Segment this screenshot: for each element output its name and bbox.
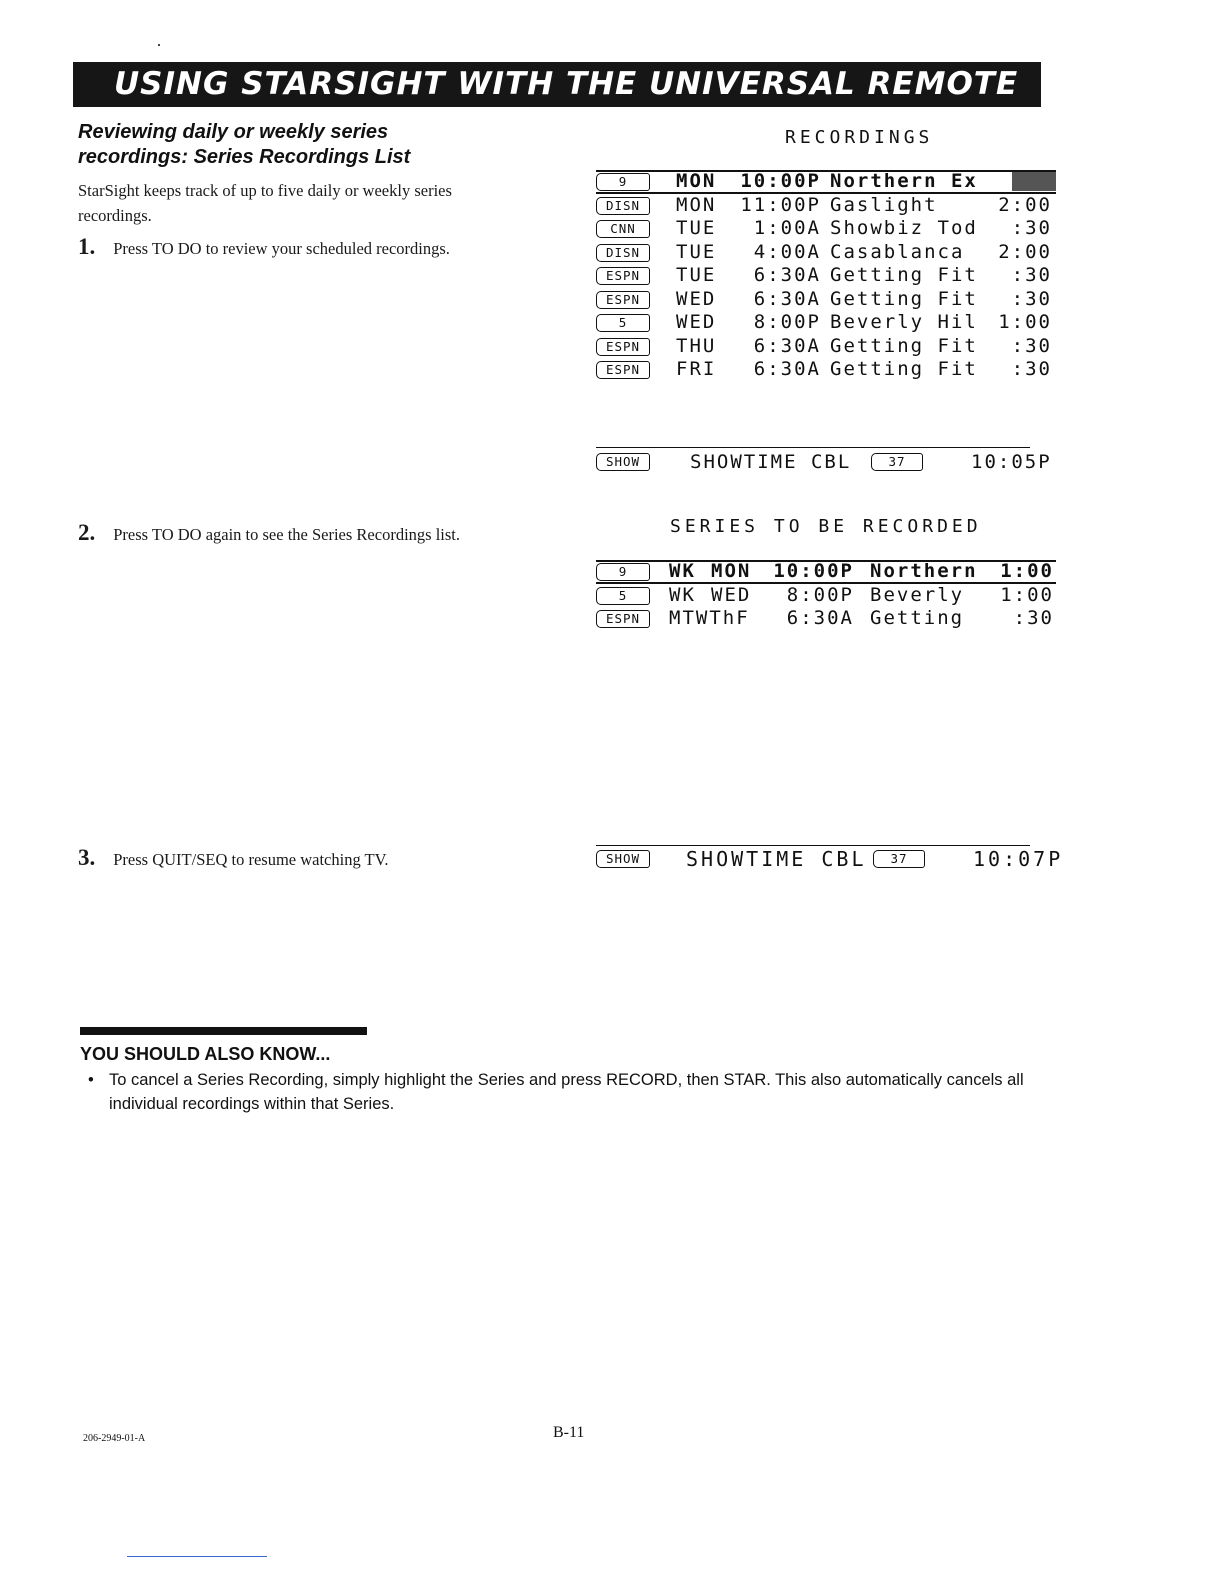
step-text: Press QUIT/SEQ to resume watching TV. [113, 850, 389, 869]
recording-row [596, 311, 1056, 335]
section-heading [78, 120, 558, 170]
duration-cell: :30 [1011, 217, 1052, 239]
step-number: 1. [78, 234, 96, 259]
time-cell: 10:00P [740, 170, 821, 192]
footer-line [127, 1556, 267, 1557]
duration-cell: :30 [1011, 264, 1052, 286]
time-cell: 6:30A [753, 264, 821, 286]
clock-time: 10:05P [971, 451, 1052, 473]
series-row [596, 584, 1056, 608]
know-divider-bar [80, 1027, 367, 1035]
duration-cell: 1:00 [998, 311, 1052, 333]
status-bar [596, 449, 1052, 475]
day-cell: TUE [676, 240, 717, 263]
day-cell: MON [676, 193, 717, 216]
step-text: Press TO DO to review your scheduled recordings. [113, 239, 450, 258]
page-title: USING STARSIGHT WITH THE UNIVERSAL REMOTE [114, 66, 1019, 102]
step-2 [78, 520, 460, 546]
time-cell: 8:00P [786, 583, 854, 606]
step-number: 3. [78, 845, 96, 870]
recording-row [596, 217, 1056, 241]
time-cell: 4:00A [753, 240, 821, 263]
clock-time: 10:07P [973, 847, 1064, 871]
channel-badge: 5 [596, 587, 650, 605]
recording-row [596, 264, 1056, 288]
section-heading-line-2: recordings: Series Recordings List [78, 146, 411, 168]
recordings-list [596, 170, 1056, 382]
duration-cell: 2:00 [998, 193, 1052, 216]
program-cell: Getting [870, 607, 965, 629]
program-cell: Showbiz Tod [830, 217, 978, 239]
step-1 [78, 234, 450, 260]
duration-cell: 1:00 [1000, 560, 1054, 582]
know-text: To cancel a Series Recording, simply highlight the Series and press RECORD, then STAR. This also automatically cancels all individual recordings within that Series. [109, 1071, 1024, 1113]
status-bar-rule [596, 447, 1030, 448]
program-cell: Gaslight [830, 193, 938, 216]
highlight-cursor-block [1012, 172, 1056, 191]
time-cell: 10:00P [773, 560, 854, 582]
time-cell: 6:30A [786, 607, 854, 629]
time-cell: 6:30A [753, 358, 821, 380]
channel-number-badge: 37 [871, 453, 923, 471]
frequency-cell: WK [669, 560, 696, 582]
channel-badge: ESPN [596, 291, 650, 309]
duration-cell: :30 [1011, 287, 1052, 310]
program-cell: Getting Fit [830, 334, 978, 357]
section-heading-line-1: Reviewing daily or weekly series [78, 121, 389, 143]
program-cell: Beverly Hil [830, 311, 978, 333]
program-cell: Northern [870, 560, 978, 582]
channel-badge: SHOW [596, 850, 650, 868]
series-row [596, 560, 1056, 584]
channel-badge: 5 [596, 314, 650, 332]
status-bar [596, 846, 1066, 872]
recording-row [596, 194, 1056, 218]
channel-badge: 9 [596, 563, 650, 581]
program-cell: Beverly [870, 583, 965, 606]
channel-badge: 9 [596, 173, 650, 191]
program-cell: Getting Fit [830, 264, 978, 286]
day-cell: WED [676, 311, 717, 333]
duration-cell: :30 [1011, 334, 1052, 357]
days-cell: MON [711, 560, 752, 582]
recording-row [596, 358, 1056, 382]
channel-badge: CNN [596, 220, 650, 238]
station-name: SHOWTIME CBL [686, 847, 867, 871]
series-row [596, 607, 1056, 631]
duration-cell: :30 [1011, 358, 1052, 380]
intro-paragraph: StarSight keeps track of up to five daily or weekly series recordings. [78, 181, 452, 225]
day-cell: MON [676, 170, 717, 192]
channel-badge: DISN [596, 244, 650, 262]
days-cell: WED [711, 583, 752, 606]
channel-badge: ESPN [596, 338, 650, 356]
channel-badge: DISN [596, 197, 650, 215]
series-list [596, 560, 1056, 631]
time-cell: 6:30A [753, 287, 821, 310]
step-number: 2. [78, 520, 96, 545]
duration-cell: 2:00 [998, 240, 1052, 263]
know-heading: YOU SHOULD ALSO KNOW... [80, 1044, 331, 1064]
page-number: B-11 [553, 1424, 585, 1441]
day-cell: THU [676, 334, 717, 357]
stray-dot [158, 44, 160, 46]
program-cell: Northern Ex [830, 170, 978, 192]
recording-row [596, 241, 1056, 265]
days-cell: MTWThF [669, 607, 750, 629]
recordings-screen-title: RECORDINGS [785, 127, 934, 148]
know-note [88, 1068, 1078, 1116]
time-cell: 6:30A [753, 334, 821, 357]
time-cell: 11:00P [740, 193, 821, 216]
day-cell: TUE [676, 264, 717, 286]
program-cell: Getting Fit [830, 287, 978, 310]
day-cell: WED [676, 287, 717, 310]
recording-row [596, 288, 1056, 312]
day-cell: TUE [676, 217, 717, 239]
channel-badge: ESPN [596, 267, 650, 285]
program-cell: Casablanca [830, 240, 965, 263]
bullet-icon: • [88, 1071, 94, 1089]
frequency-cell: WK [669, 583, 696, 606]
channel-badge: ESPN [596, 361, 650, 379]
document-code: 206-2949-01-A [83, 1433, 146, 1444]
series-screen-title: SERIES TO BE RECORDED [670, 516, 982, 537]
step-3 [78, 845, 389, 871]
recording-row [596, 170, 1056, 194]
channel-badge: SHOW [596, 453, 650, 471]
duration-cell: :30 [1013, 607, 1054, 629]
channel-number-badge: 37 [873, 850, 925, 868]
time-cell: 1:00A [753, 217, 821, 239]
duration-cell: 1:00 [1000, 583, 1054, 606]
time-cell: 8:00P [753, 311, 821, 333]
step-text: Press TO DO again to see the Series Recordings list. [113, 525, 461, 544]
station-name: SHOWTIME CBL [690, 451, 852, 473]
highlight-top-bar [596, 170, 1056, 172]
day-cell: FRI [676, 358, 717, 380]
program-cell: Getting Fit [830, 358, 978, 380]
recording-row [596, 335, 1056, 359]
channel-badge: ESPN [596, 610, 650, 628]
